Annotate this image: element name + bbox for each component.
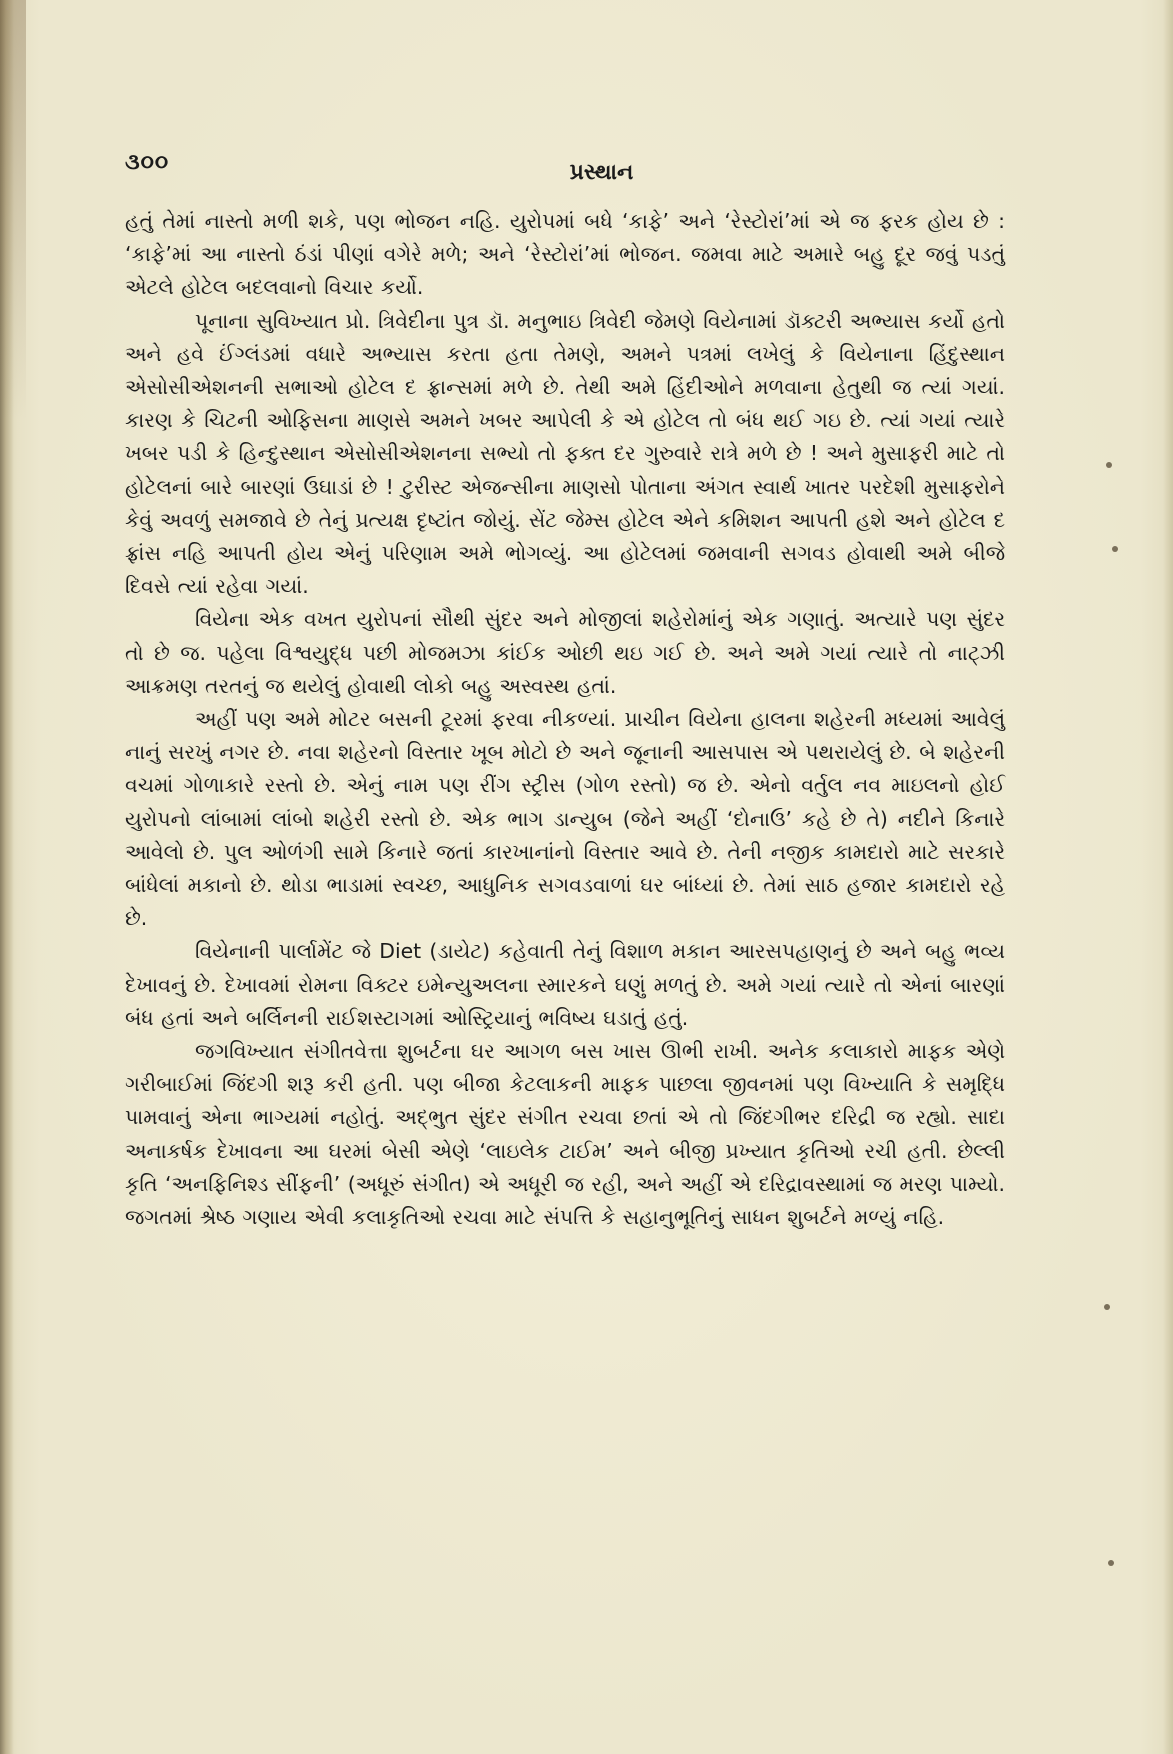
margin-speck — [1104, 1304, 1110, 1310]
margin-speck — [1108, 1560, 1114, 1566]
margin-speck — [1112, 546, 1118, 552]
paragraph-2: પૂનાના સુવિખ્યાત પ્રો. ત્રિવેદીના પુત્ર ડૉ. મનુભાઇ ત્રિવેદી જેમણે વિયેનામાં ડૉક્ટરી અભ્યાસ કર્યો હતો અને હવે ઈંગ્લંડમાં વધારે અભ્યાસ કરતા હતા તેમણે, અમને પત્રમાં લખેલું કે વિયેનાના હિંદુસ્થાન એસોસીએશનની સભાઓ હોટેલ દ ફ્રાન્સમાં મળે છે. તેથી અમે હિંદીઓને મળવાના હેતુથી જ ત્યાં ગયાં. કારણ કે ચિટની ઓફિસના માણસે અમને ખબર આપેલી કે એ હોટેલ તો બંધ થઈ ગઇ છે. ત્યાં ગયાં ત્યારે ખબર પડી કે હિન્દુસ્થાન એસોસીએશનના સભ્યો તો ફક્ત દર ગુરુવારે રાત્રે મળે છે ! અને મુસાફરી માટે તો હોટેલનાં બારે બારણાં ઉઘાડાં છે ! ટુરીસ્ટ એજન્સીના માણસો પોતાના અંગત સ્વાર્થ ખાતર પરદેશી મુસાફરોને કેવું અવળું સમજાવે છે તેનું પ્રત્યક્ષ દૃષ્ટાંત જોયું. સેંટ જેમ્સ હોટેલ એને કમિશન આપતી હશે અને હોટેલ દ ફ્રાંસ નહિ આપતી હોય એનું પરિણામ અમે ભોગવ્યું. આ હોટેલમાં જમવાની સગવડ હોવાથી અમે બીજે દિવસે ત્યાં રહેવા ગયાં. — [125, 308, 1005, 599]
page-stain — [0, 0, 26, 420]
body-text — [125, 205, 1005, 1234]
running-head: પ્રસ્થાન — [569, 160, 634, 185]
page-edge-right — [1163, 0, 1173, 1754]
paragraph-5: વિયેનાની પાર્લામેંટ જે Diet (ડાયેટ) કહેવાતી તેનું વિશાળ મકાન આરસપહાણનું છે અને બહુ ભવ્ય દેખાવનું છે. દેખાવમાં રોમના વિક્ટર ઇમેન્યુઅલના સ્મારકને ઘણું મળતું છે. અમે ગયાં ત્યારે તો એનાં બારણાં બંધ હતાં અને બર્લિનની રાઈશસ્ટાગમાં ઓસ્ટ્રિયાનું ભવિષ્ય ઘડાતું હતું. — [125, 939, 1005, 1030]
paragraph-1: હતું તેમાં નાસ્તો મળી શકે, પણ ભોજન નહિ. યુરોપમાં બધે ‘કાફે’ અને ‘રેસ્ટોરાં’માં એ જ ફરક હોય છે : ‘કાફે’માં આ નાસ્તો ઠંડાં પીણાં વગેરે મળે; અને ‘રેસ્ટોરાં’માં ભોજન. જમવા માટે અમારે બહુ દૂર જવું પડતું એટલે હોટેલ બદલવાનો વિચાર કર્યો. — [125, 209, 1005, 300]
page-number: ૩૦૦ — [125, 150, 170, 175]
paragraph-3: વિયેના એક વખત યુરોપનાં સૌથી સુંદર અને મોજીલાં શહેરોમાંનું એક ગણાતું. અત્યારે પણ સુંદર તો છે જ. પહેલા વિશ્વયુદ્ધ પછી મોજમઝા કાંઈક ઓછી થઇ ગઈ છે. અને અમે ગયાં ત્યારે તો નાટ્ઝી આક્રમણ તરતનું જ થયેલું હોવાથી લોકો બહુ અસ્વસ્થ હતાં. — [125, 607, 1005, 698]
paragraph-4: અહીં પણ અમે મોટર બસની ટૂરમાં ફરવા નીકળ્યાં. પ્રાચીન વિયેના હાલના શહેરની મધ્યમાં આવેલું નાનું સરખું નગર છે. નવા શહેરનો વિસ્તાર ખૂબ મોટો છે અને જૂનાની આસપાસ એ પથરાયેલું છે. બે શહેરની વચમાં ગોળાકારે રસ્તો છે. એનું નામ પણ રીંગ સ્ટ્રીસ (ગોળ રસ્તો) જ છે. એનો વર્તુલ નવ માઇલનો હોઈ યુરોપનો લાંબામાં લાંબો શહેરી રસ્તો છે. એક ભાગ ડાન્યુબ (જેને અહીં ‘દોનાઉ’ કહે છે તે) નદીને કિનારે આવેલો છે. પુલ ઓળંગી સામે કિનારે જતાં કારખાનાંનો વિસ્તાર આવે છે. તેની નજીક કામદારો માટે સરકારે બાંધેલાં મકાનો છે. થોડા ભાડામાં સ્વચ્છ, આધુનિક સગવડવાળાં ઘર બાંધ્યાં છે. તેમાં સાઠ હજાર કામદારો રહે છે. — [125, 707, 1005, 931]
paragraph-6: જગવિખ્યાત સંગીતવેત્તા શુબર્ટના ઘર આગળ બસ ખાસ ઊભી રાખી. અનેક કલાકારો માફક એણે ગરીબાઈમાં જિંદગી શરૂ કરી હતી. પણ બીજા કેટલાકની માફક પાછલા જીવનમાં પણ વિખ્યાતિ કે સમૃદ્ધિ પામવાનું એના ભાગ્યમાં નહોતું. અદ્ભુત સુંદર સંગીત રચવા છતાં એ તો જિંદગીભર દરિદ્રી જ રહ્યો. સાદા અનાકર્ષક દેખાવના આ ઘરમાં બેસી એણે ‘લાઇલેક ટાઈમ’ અને બીજી પ્રખ્યાત કૃતિઓ રચી હતી. છેલ્લી કૃતિ ‘અનફિનિશ્ડ સીંફની’ (અધૂરું સંગીત) એ અધૂરી જ રહી, અને અહીં એ દરિદ્રાવસ્થામાં જ મરણ પામ્યો. જગતમાં શ્રેષ્ઠ ગણાય એવી કલાકૃતિઓ રચવા માટે સંપત્તિ કે સહાનુભૂતિનું સાધન શુબર્ટને મળ્યું નહિ. — [125, 1039, 1005, 1230]
margin-speck — [1106, 462, 1112, 468]
